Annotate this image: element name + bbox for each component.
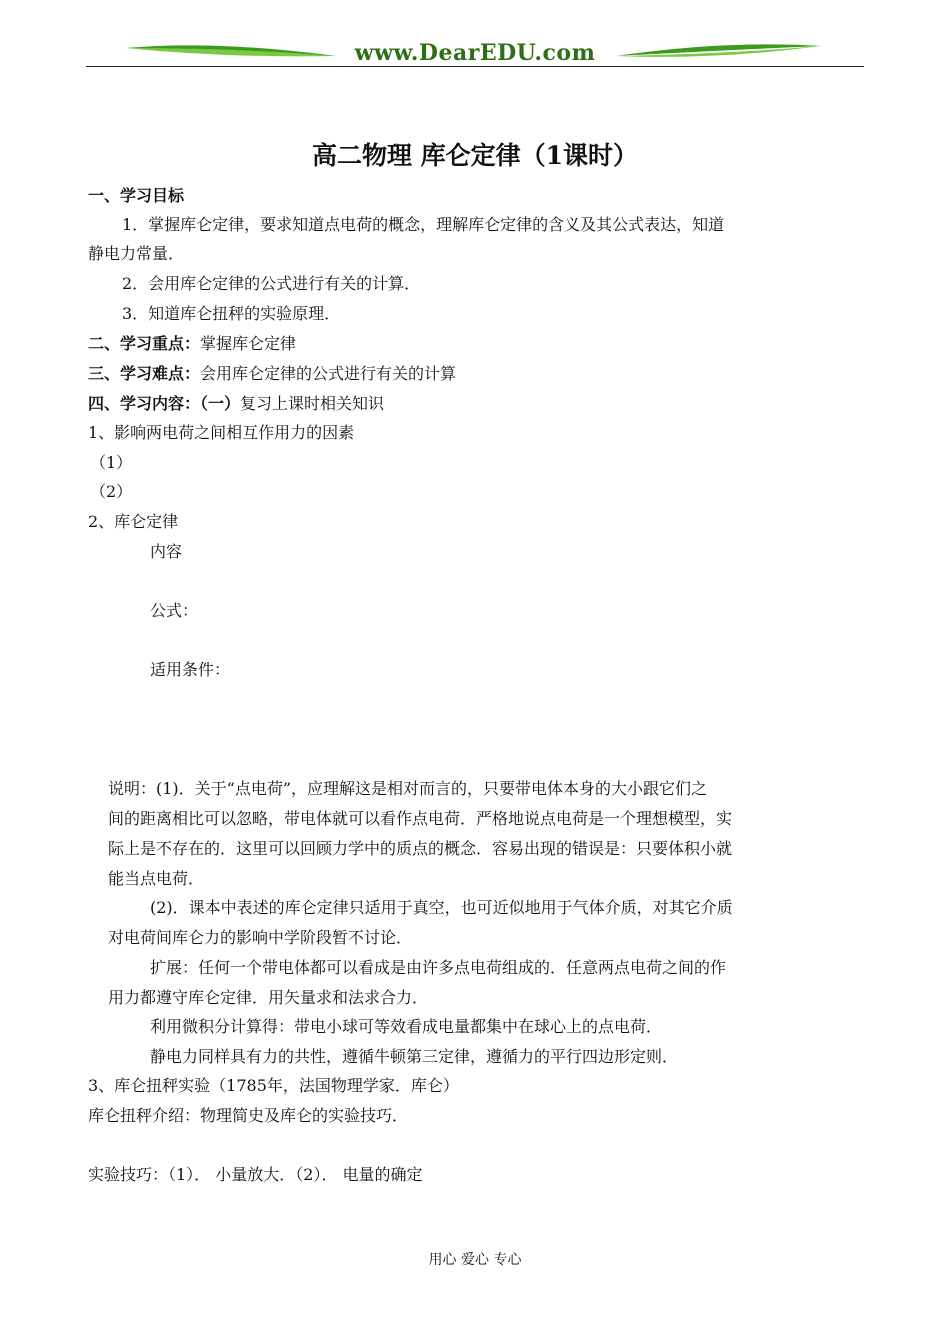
extension-line-1: 扩展：任何一个带电体都可以看成是由许多点电荷组成的．任意两点电荷之间的作 — [150, 958, 727, 977]
footer-motto: 用心 爱心 专心 — [428, 1252, 522, 1268]
item-2: 2、库仑定律 — [88, 512, 179, 531]
item-1-a: （1） — [90, 453, 133, 472]
torsion-skills: 实验技巧：（1）． 小量放大．（2）． 电量的确定 — [88, 1165, 423, 1184]
note-1-line-2: 间的距离相比可以忽略，带电体就可以看作点电荷．严格地说点电荷是一个理想模型，实 — [108, 809, 733, 828]
site-url: www.DearEDU.com — [354, 40, 596, 66]
key-point-label: 二、学习重点： — [88, 334, 201, 353]
difficulty-text: 会用库仑定律的公式进行有关的计算 — [200, 364, 457, 383]
item-1: 1、影响两电荷之间相互作用力的因素 — [88, 423, 355, 442]
page-title: 高二物理 库仑定律（1课时） — [311, 141, 639, 170]
item-1-b: （2） — [90, 482, 133, 501]
calculus-note: 利用微积分计算得：带电小球可等效看成电量都集中在球心上的点电荷． — [150, 1017, 663, 1036]
objective-1: 1．掌握库仑定律，要求知道点电荷的概念，理解库仑定律的含义及其公式表达，知道 — [122, 215, 725, 234]
note-2-line-1: (2)．课本中表述的库仑定律只适用于真空，也可近似地用于气体介质，对其它介质 — [150, 898, 733, 917]
note-1-line-1: 说明：(1)．关于“点电荷”，应理解这是相对而言的，只要带电体本身的大小跟它们之 — [108, 779, 708, 798]
torsion-heading: 3、库仑扭秤实验（1785年，法国物理学家．库仑） — [88, 1076, 459, 1095]
difficulty — [88, 364, 456, 384]
newton-note: 静电力同样具有力的共性，遵循牛顿第三定律，遵循力的平行四边形定则． — [150, 1047, 679, 1066]
study-content-label: 四、学习内容：（一） — [88, 394, 241, 413]
objective-3: 3．知道库仑扭秤的实验原理． — [122, 304, 341, 323]
law-content: 内容 — [150, 542, 183, 561]
note-2-line-2: 对电荷间库仑力的影响中学阶段暂不讨论． — [108, 928, 413, 947]
objective-2: 2．会用库仑定律的公式进行有关的计算． — [122, 274, 421, 293]
objectives-heading: 一、学习目标 — [88, 186, 185, 205]
law-formula: 公式： — [150, 601, 199, 620]
torsion-intro: 库仑扭秤介绍：物理简史及库仑的实验技巧． — [88, 1106, 409, 1125]
law-conditions: 适用条件： — [150, 660, 231, 679]
objective-1-cont: 静电力常量． — [88, 244, 185, 263]
header-rule — [86, 66, 864, 67]
difficulty-label: 三、学习难点： — [88, 364, 201, 383]
study-content — [88, 394, 384, 414]
extension-line-2: 用力都遵守库仑定律．用矢量求和法求合力． — [108, 988, 429, 1007]
note-1-line-4: 能当点电荷． — [108, 869, 205, 888]
note-1-line-3: 际上是不存在的．这里可以回顾力学中的质点的概念．容易出现的错误是：只要体积小就 — [108, 839, 733, 858]
key-point — [88, 334, 296, 354]
study-content-text: 复习上课时相关知识 — [240, 394, 385, 413]
key-point-text: 掌握库仑定律 — [200, 334, 297, 353]
